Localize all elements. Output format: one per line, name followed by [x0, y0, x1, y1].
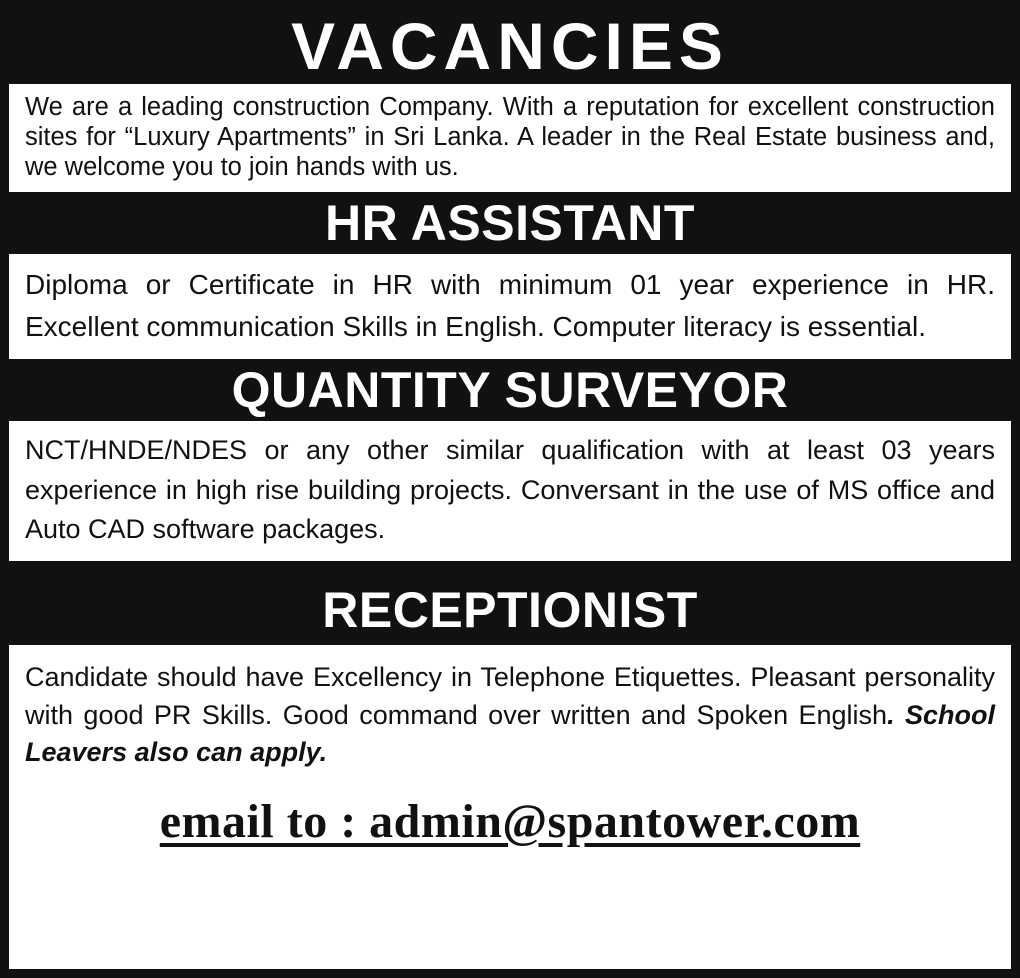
job-description-quantity-surveyor-panel [9, 421, 1011, 560]
job-title-hr-assistant: HR ASSISTANT [9, 192, 1011, 254]
job-description-receptionist-emphasis: . School Leavers also can apply. [25, 699, 995, 768]
company-intro-panel [9, 84, 1011, 192]
job-description-receptionist-text: Candidate should have Excellency in Telephone Etiquettes. Pleasant personality with good PR Skills. Good command over written and Spoken English [25, 661, 995, 730]
company-intro-text: We are a leading construction Company. With a reputation for excellent construction sites for “Luxury Apartments” in Sri Lanka. A leader in the Real Estate business and, we welcome you to join hands with us. [25, 93, 995, 181]
contact-email[interactable]: email to : admin@spantower.com [159, 795, 861, 849]
advertisement-body [9, 8, 1011, 969]
advertisement-title: VACANCIES [9, 8, 1011, 84]
divider [9, 561, 1011, 575]
job-description-quantity-surveyor: NCT/HNDE/NDES or any other similar qualification with at least 03 years experience in high rise building projects. Conversant in the use of MS office and Auto CAD software packages. [25, 435, 995, 544]
job-description-receptionist [25, 659, 995, 772]
job-title-receptionist: RECEPTIONIST [9, 575, 1011, 645]
job-description-hr-assistant: Diploma or Certificate in HR with minimum 01 year experience in HR. Excellent communication Skills in English. Computer literacy is essential. [25, 269, 995, 342]
contact-email-row [25, 786, 995, 865]
job-description-receptionist-panel [9, 645, 1011, 969]
job-description-hr-assistant-panel [9, 254, 1011, 359]
job-title-quantity-surveyor: QUANTITY SURVEYOR [9, 359, 1011, 421]
